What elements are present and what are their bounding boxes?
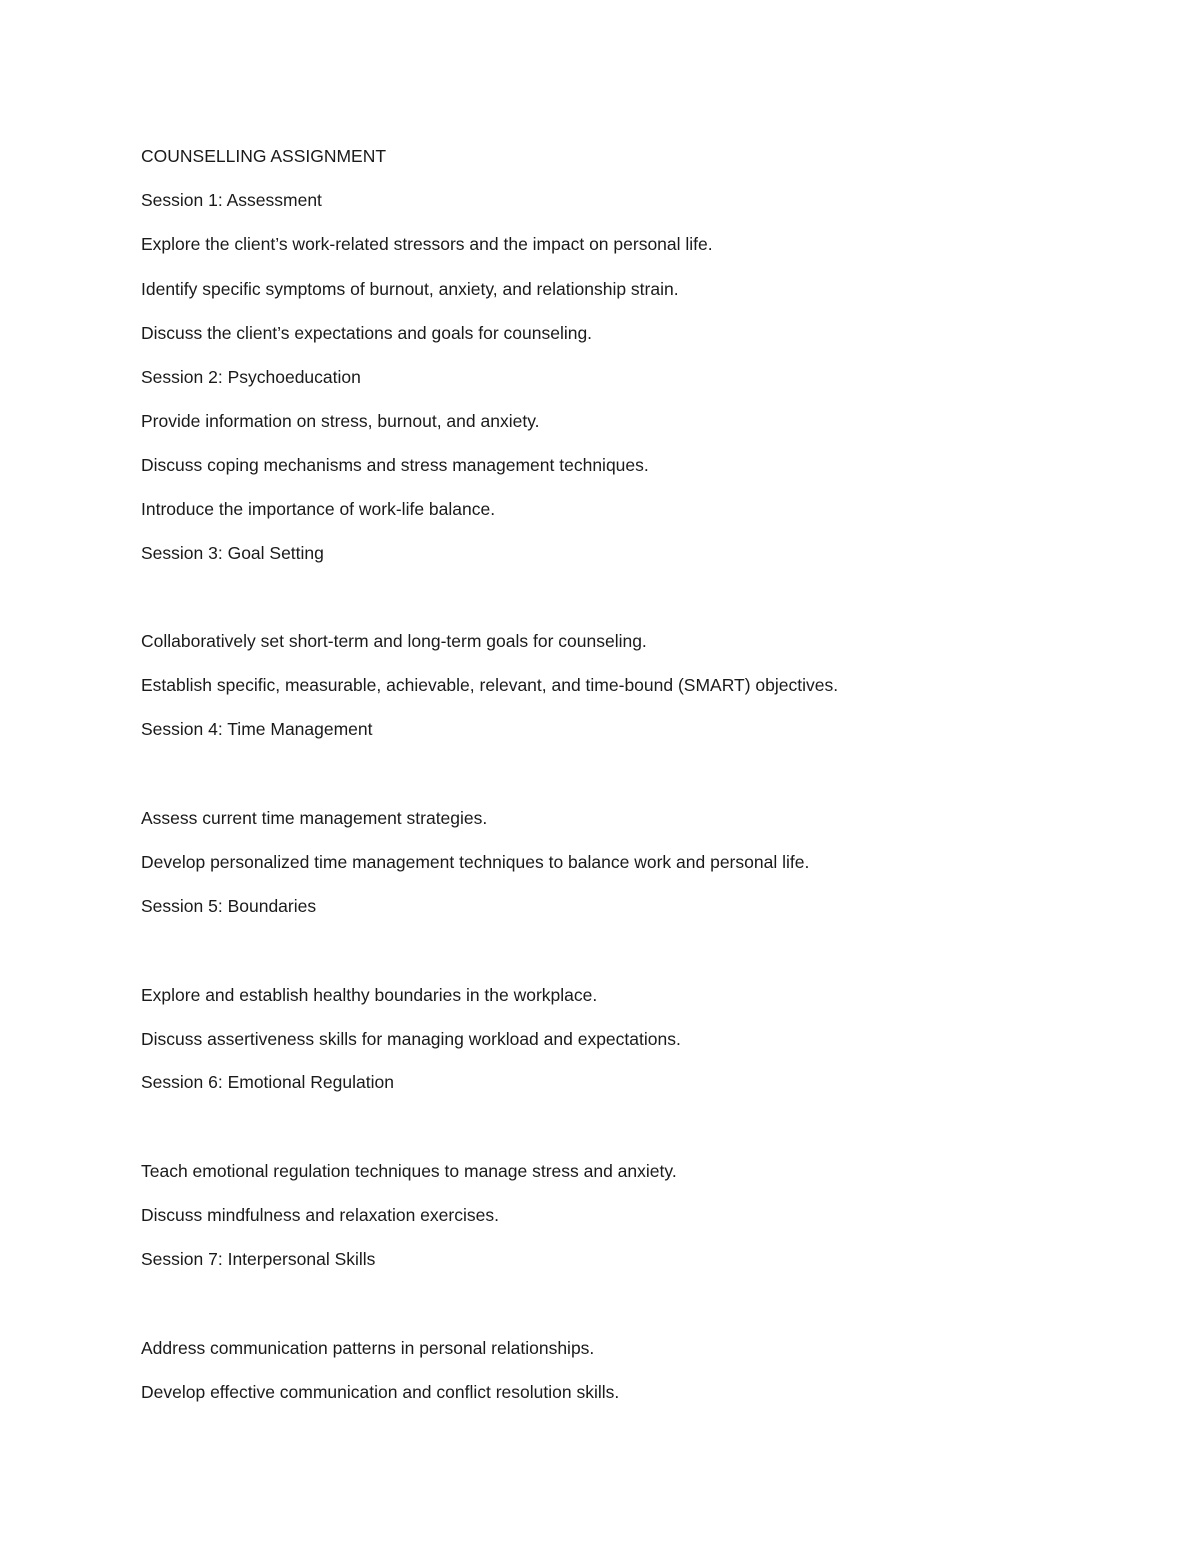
- session-2-item-2: Discuss coping mechanisms and stress management techniques.: [141, 455, 649, 475]
- session-7-item-1: Address communication patterns in personal relationships.: [141, 1338, 595, 1358]
- session-1-heading: Session 1: Assessment: [141, 190, 322, 210]
- session-6-item-2: Discuss mindfulness and relaxation exercises.: [141, 1205, 499, 1225]
- document-title: COUNSELLING ASSIGNMENT: [141, 146, 387, 166]
- session-4-item-1: Assess current time management strategies.: [141, 808, 488, 828]
- session-3-heading: Session 3: Goal Setting: [141, 543, 324, 563]
- session-3-item-2: Establish specific, measurable, achievable, relevant, and time-bound (SMART) objectives.: [141, 675, 839, 695]
- session-5-item-1: Explore and establish healthy boundaries in the workplace.: [141, 985, 598, 1005]
- session-1-item-3: Discuss the client’s expectations and goals for counseling.: [141, 323, 593, 343]
- session-6-heading: Session 6: Emotional Regulation: [141, 1072, 394, 1092]
- session-7-item-2: Develop effective communication and conflict resolution skills.: [141, 1382, 620, 1402]
- session-6-item-1: Teach emotional regulation techniques to manage stress and anxiety.: [141, 1161, 677, 1181]
- session-7-heading: Session 7: Interpersonal Skills: [141, 1249, 376, 1269]
- session-4-item-2: Develop personalized time management techniques to balance work and personal life.: [141, 852, 810, 872]
- session-4-heading: Session 4: Time Management: [141, 719, 373, 739]
- session-5-heading: Session 5: Boundaries: [141, 896, 317, 916]
- session-1-item-1: Explore the client’s work-related stressors and the impact on personal life.: [141, 234, 713, 254]
- session-5-item-2: Discuss assertiveness skills for managing workload and expectations.: [141, 1029, 681, 1049]
- session-2-heading: Session 2: Psychoeducation: [141, 367, 361, 387]
- session-1-item-2: Identify specific symptoms of burnout, anxiety, and relationship strain.: [141, 279, 679, 299]
- session-2-item-1: Provide information on stress, burnout, and anxiety.: [141, 411, 540, 431]
- session-3-item-1: Collaboratively set short-term and long-term goals for counseling.: [141, 631, 647, 651]
- session-2-item-3: Introduce the importance of work-life balance.: [141, 499, 496, 519]
